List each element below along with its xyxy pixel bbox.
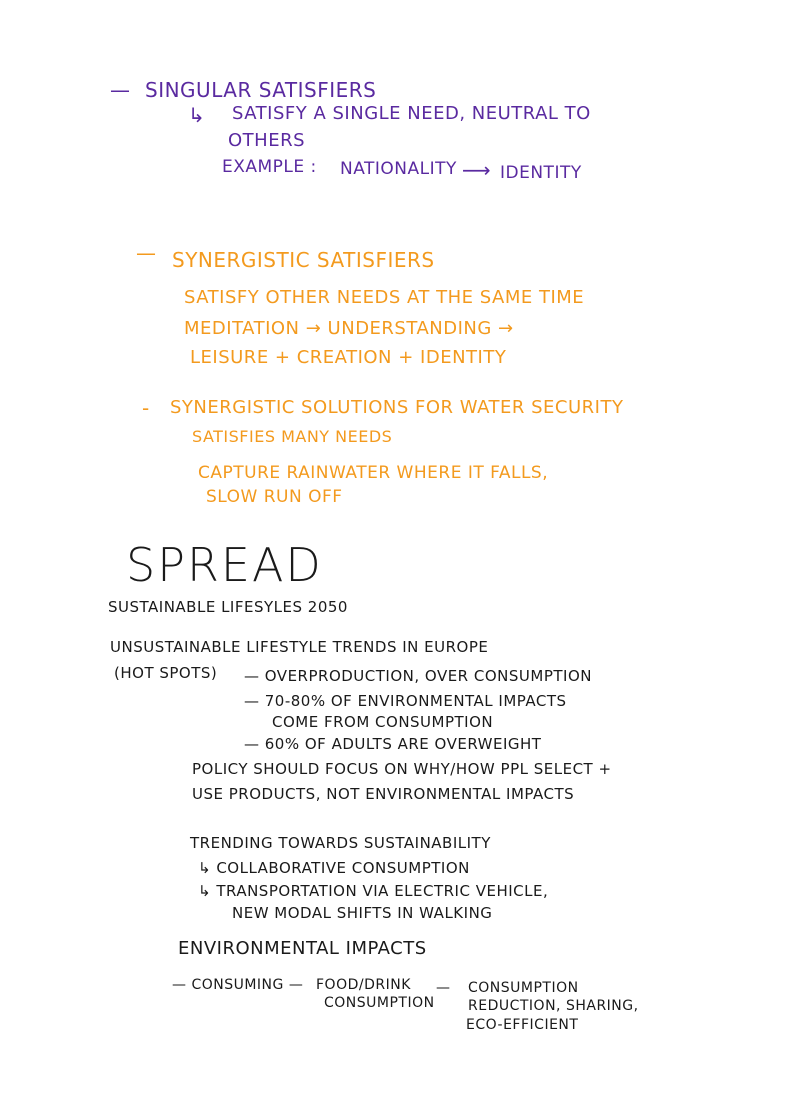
synergistic-dash-2: - <box>142 396 150 420</box>
synergistic-dash-1: — <box>136 241 157 265</box>
singular-satisfiers-title: SINGULAR SATISFIERS <box>145 78 377 102</box>
synergistic-solutions-title: SYNERGISTIC SOLUTIONS FOR WATER SECURITY <box>170 397 624 418</box>
singular-line-2: OTHERS <box>228 130 306 151</box>
singular-dash: — <box>110 78 131 102</box>
example-arrow: ⟶ <box>462 158 492 182</box>
singular-arrow: ↳ <box>188 103 206 127</box>
trend-1: ↳ COLLABORATIVE CONSUMPTION <box>198 859 470 877</box>
orange-line-4: SATISFIES MANY NEEDS <box>192 427 393 446</box>
result-line-2: REDUCTION, SHARING, <box>468 998 639 1014</box>
consuming-label: — CONSUMING — <box>172 977 304 993</box>
spread-heading: SPREAD <box>126 538 323 592</box>
trend-bullet-3: — 60% OF ADULTS ARE OVERWEIGHT <box>244 735 542 753</box>
trend-bullet-2b: COME FROM CONSUMPTION <box>272 713 494 731</box>
policy-line-2: USE PRODUCTS, NOT ENVIRONMENTAL IMPACTS <box>192 785 575 803</box>
example-to: IDENTITY <box>500 163 582 183</box>
synergistic-satisfiers-title: SYNERGISTIC SATISFIERS <box>172 248 435 272</box>
trend-2a: ↳ TRANSPORTATION VIA ELECTRIC VEHICLE, <box>198 882 549 900</box>
trend-bullet-2a: — 70-80% OF ENVIRONMENTAL IMPACTS <box>244 692 567 710</box>
trends-title: UNSUSTAINABLE LIFESTYLE TRENDS IN EUROPE <box>110 638 489 656</box>
orange-line-6: SLOW RUN OFF <box>206 487 343 507</box>
orange-line-5: CAPTURE RAINWATER WHERE IT FALLS, <box>198 463 549 483</box>
environmental-impacts-title: ENVIRONMENTAL IMPACTS <box>178 938 427 959</box>
singular-line-1: SATISFY A SINGLE NEED, NEUTRAL TO <box>232 103 591 124</box>
orange-line-3: LEISURE + CREATION + IDENTITY <box>190 347 507 368</box>
trending-title: TRENDING TOWARDS SUSTAINABILITY <box>190 834 491 852</box>
trend-2b: NEW MODAL SHIFTS IN WALKING <box>232 904 493 922</box>
trend-bullet-1: — OVERPRODUCTION, OVER CONSUMPTION <box>244 667 592 685</box>
example-from: NATIONALITY <box>340 159 457 179</box>
example-label: EXAMPLE : <box>222 157 317 177</box>
policy-line-1: POLICY SHOULD FOCUS ON WHY/HOW PPL SELECT + <box>192 760 612 778</box>
orange-line-2: MEDITATION → UNDERSTANDING → <box>184 318 514 339</box>
result-line-1: CONSUMPTION <box>468 980 579 996</box>
result-line-3: ECO-EFFICIENT <box>466 1017 579 1033</box>
spread-subheading: SUSTAINABLE LIFESYLES 2050 <box>108 598 348 616</box>
middle-dash: — <box>436 980 451 996</box>
orange-line-1: SATISFY OTHER NEEDS AT THE SAME TIME <box>184 287 585 308</box>
food-consumption-label: CONSUMPTION <box>324 995 435 1011</box>
hot-spots: (HOT SPOTS) <box>114 664 218 682</box>
food-drink-label: FOOD/DRINK <box>316 977 411 993</box>
